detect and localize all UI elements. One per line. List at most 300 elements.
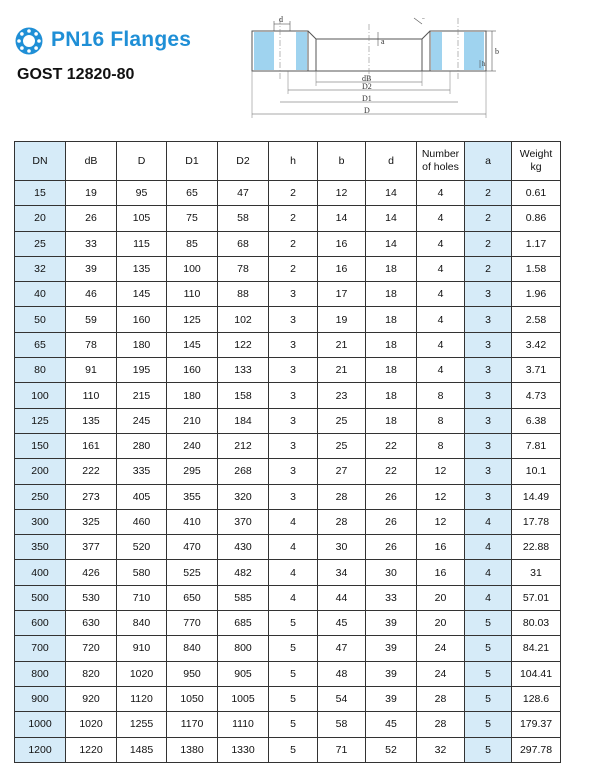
cell-d2: 800: [218, 636, 269, 661]
cell-d-outer: 580: [117, 560, 167, 585]
cell-d2: 1330: [218, 737, 269, 762]
cell-dn: 1200: [15, 737, 66, 762]
cell-weight: 1.58: [512, 256, 561, 281]
flange-cross-section-drawing: [244, 10, 506, 122]
cell-b: 71: [318, 737, 366, 762]
cell-d2: 78: [218, 256, 269, 281]
cell-d1: 240: [167, 433, 218, 458]
cell-dn: 900: [15, 686, 66, 711]
cell-dn: 250: [15, 484, 66, 509]
cell-db: 377: [66, 535, 117, 560]
cell-d2: 47: [218, 181, 269, 206]
cell-d2: 1005: [218, 686, 269, 711]
flange-logo-icon: [15, 27, 43, 55]
cell-number-of-holes: 4: [417, 231, 465, 256]
cell-d-outer: 95: [117, 181, 167, 206]
cell-d1: 525: [167, 560, 218, 585]
cell-h: 3: [269, 484, 318, 509]
cell-a: 2: [465, 231, 512, 256]
cell-weight: 57.01: [512, 585, 561, 610]
cell-h: 3: [269, 408, 318, 433]
cell-number-of-holes: 24: [417, 636, 465, 661]
cell-h: 3: [269, 459, 318, 484]
cell-db: 110: [66, 383, 117, 408]
cell-a: 5: [465, 661, 512, 686]
cell-h: 3: [269, 332, 318, 357]
table-row: [15, 206, 561, 231]
cell-d1: 470: [167, 535, 218, 560]
cell-weight: 22.88: [512, 535, 561, 560]
cell-d1: 840: [167, 636, 218, 661]
cell-d1: 160: [167, 358, 218, 383]
cell-h: 2: [269, 256, 318, 281]
cell-dn: 40: [15, 282, 66, 307]
cell-a: 3: [465, 332, 512, 357]
standard-subtitle: GOST 12820-80: [17, 66, 135, 83]
cell-d2: 905: [218, 661, 269, 686]
cell-h: 3: [269, 307, 318, 332]
cell-number-of-holes: 4: [417, 256, 465, 281]
cell-a: 5: [465, 712, 512, 737]
table-row: [15, 560, 561, 585]
header-db: dB: [66, 142, 117, 181]
cell-d-hole: 18: [366, 282, 417, 307]
cell-b: 23: [318, 383, 366, 408]
cell-weight: 80.03: [512, 611, 561, 636]
cell-d-hole: 39: [366, 661, 417, 686]
cell-number-of-holes: 12: [417, 509, 465, 534]
cell-d1: 1170: [167, 712, 218, 737]
cell-d1: 950: [167, 661, 218, 686]
table-row: [15, 433, 561, 458]
cell-d-outer: 910: [117, 636, 167, 661]
cell-number-of-holes: 12: [417, 459, 465, 484]
header-d1: D1: [167, 142, 218, 181]
cell-d1: 295: [167, 459, 218, 484]
cell-d1: 180: [167, 383, 218, 408]
cell-d-hole: 14: [366, 206, 417, 231]
cell-h: 5: [269, 661, 318, 686]
label-D2: D2: [362, 82, 372, 91]
cell-db: 26: [66, 206, 117, 231]
cell-number-of-holes: 12: [417, 484, 465, 509]
cell-weight: 84.21: [512, 636, 561, 661]
cell-db: 135: [66, 408, 117, 433]
cell-db: 426: [66, 560, 117, 585]
label-h: h: [482, 60, 486, 68]
cell-db: 161: [66, 433, 117, 458]
cell-d2: 370: [218, 509, 269, 534]
cell-h: 4: [269, 585, 318, 610]
cell-d-outer: 245: [117, 408, 167, 433]
cell-b: 44: [318, 585, 366, 610]
cell-d2: 320: [218, 484, 269, 509]
cell-number-of-holes: 8: [417, 433, 465, 458]
table-row: [15, 307, 561, 332]
cell-d2: 68: [218, 231, 269, 256]
table-row: [15, 256, 561, 281]
cell-a: 4: [465, 560, 512, 585]
cell-b: 28: [318, 484, 366, 509]
cell-weight: 2.58: [512, 307, 561, 332]
cell-d2: 212: [218, 433, 269, 458]
cell-d2: 184: [218, 408, 269, 433]
cell-d2: 102: [218, 307, 269, 332]
cell-b: 28: [318, 509, 366, 534]
cell-dn: 32: [15, 256, 66, 281]
cell-a: 3: [465, 433, 512, 458]
cell-d-hole: 45: [366, 712, 417, 737]
cell-d-outer: 1255: [117, 712, 167, 737]
cell-d-hole: 39: [366, 686, 417, 711]
cell-b: 25: [318, 433, 366, 458]
cell-d-hole: 33: [366, 585, 417, 610]
cell-h: 4: [269, 509, 318, 534]
cell-a: 5: [465, 611, 512, 636]
cell-b: 27: [318, 459, 366, 484]
cell-d2: 585: [218, 585, 269, 610]
cell-db: 59: [66, 307, 117, 332]
cell-d-outer: 160: [117, 307, 167, 332]
cell-d-hole: 39: [366, 636, 417, 661]
cell-a: 3: [465, 358, 512, 383]
cell-d1: 210: [167, 408, 218, 433]
cell-d2: 88: [218, 282, 269, 307]
cell-h: 4: [269, 560, 318, 585]
cell-dn: 65: [15, 332, 66, 357]
cell-dn: 1000: [15, 712, 66, 737]
cell-b: 16: [318, 231, 366, 256]
cell-d2: 158: [218, 383, 269, 408]
cell-dn: 50: [15, 307, 66, 332]
cell-weight: 6.38: [512, 408, 561, 433]
cell-a: 3: [465, 282, 512, 307]
cell-d2: 482: [218, 560, 269, 585]
cell-db: 720: [66, 636, 117, 661]
cell-d-hole: 18: [366, 383, 417, 408]
cell-d2: 122: [218, 332, 269, 357]
cell-a: 3: [465, 484, 512, 509]
cell-number-of-holes: 32: [417, 737, 465, 762]
cell-db: 46: [66, 282, 117, 307]
cell-d-hole: 26: [366, 484, 417, 509]
cell-weight: 3.42: [512, 332, 561, 357]
cell-d2: 1110: [218, 712, 269, 737]
cell-db: 1020: [66, 712, 117, 737]
cell-b: 30: [318, 535, 366, 560]
cell-dn: 350: [15, 535, 66, 560]
table-row: [15, 484, 561, 509]
cell-b: 16: [318, 256, 366, 281]
cell-b: 34: [318, 560, 366, 585]
cell-weight: 297.78: [512, 737, 561, 762]
cell-h: 3: [269, 282, 318, 307]
label-D1: D1: [362, 94, 372, 103]
cell-a: 2: [465, 206, 512, 231]
header-dn: DN: [15, 142, 66, 181]
cell-number-of-holes: 4: [417, 206, 465, 231]
cell-h: 5: [269, 686, 318, 711]
label-D: D: [364, 106, 370, 115]
cell-h: 3: [269, 433, 318, 458]
cell-d1: 410: [167, 509, 218, 534]
header-a: a: [465, 142, 512, 181]
cell-b: 45: [318, 611, 366, 636]
cell-d-outer: 105: [117, 206, 167, 231]
cell-b: 58: [318, 712, 366, 737]
cell-d-outer: 1020: [117, 661, 167, 686]
cell-d1: 145: [167, 332, 218, 357]
header-d-hole: d: [366, 142, 417, 181]
cell-weight: 104.41: [512, 661, 561, 686]
cell-b: 19: [318, 307, 366, 332]
cell-d2: 133: [218, 358, 269, 383]
cell-d-hole: 30: [366, 560, 417, 585]
cell-db: 222: [66, 459, 117, 484]
cell-b: 25: [318, 408, 366, 433]
table-row: [15, 231, 561, 256]
cell-d-hole: 18: [366, 408, 417, 433]
cell-dn: 600: [15, 611, 66, 636]
cell-dn: 200: [15, 459, 66, 484]
cell-a: 4: [465, 535, 512, 560]
cell-d-hole: 39: [366, 611, 417, 636]
cell-d1: 1050: [167, 686, 218, 711]
cell-number-of-holes: 28: [417, 712, 465, 737]
cell-d2: 268: [218, 459, 269, 484]
cell-d-hole: 52: [366, 737, 417, 762]
chamfer-note: ~: [422, 17, 425, 22]
label-b: b: [495, 47, 499, 56]
cell-d-hole: 14: [366, 231, 417, 256]
cell-number-of-holes: 4: [417, 282, 465, 307]
label-dB: dB: [362, 74, 372, 83]
cell-number-of-holes: 28: [417, 686, 465, 711]
cell-d-hole: 18: [366, 358, 417, 383]
cell-dn: 150: [15, 433, 66, 458]
table-row: [15, 712, 561, 737]
table-row: [15, 408, 561, 433]
cell-a: 3: [465, 383, 512, 408]
left-hole-shade: [296, 32, 307, 70]
cell-dn: 80: [15, 358, 66, 383]
table-row: [15, 509, 561, 534]
right-flange-shade: [464, 32, 484, 70]
cell-a: 2: [465, 256, 512, 281]
cell-dn: 100: [15, 383, 66, 408]
cell-weight: 17.78: [512, 509, 561, 534]
cell-d-outer: 195: [117, 358, 167, 383]
cell-db: 325: [66, 509, 117, 534]
header-d-outer: D: [117, 142, 167, 181]
cell-d-outer: 145: [117, 282, 167, 307]
cell-number-of-holes: 16: [417, 560, 465, 585]
cell-number-of-holes: 20: [417, 585, 465, 610]
cell-number-of-holes: 20: [417, 611, 465, 636]
cell-d-outer: 460: [117, 509, 167, 534]
cell-b: 47: [318, 636, 366, 661]
cell-weight: 179.37: [512, 712, 561, 737]
cell-weight: 14.49: [512, 484, 561, 509]
cell-dn: 400: [15, 560, 66, 585]
header-d2: D2: [218, 142, 269, 181]
cell-a: 2: [465, 181, 512, 206]
cell-db: 630: [66, 611, 117, 636]
cell-dn: 700: [15, 636, 66, 661]
cell-db: 920: [66, 686, 117, 711]
cell-d-outer: 520: [117, 535, 167, 560]
table-header-row: [15, 142, 561, 181]
cell-d-outer: 180: [117, 332, 167, 357]
cell-d-outer: 1120: [117, 686, 167, 711]
header-h: h: [269, 142, 318, 181]
flange-spec-table: [14, 141, 561, 763]
cell-a: 5: [465, 636, 512, 661]
cell-d-hole: 26: [366, 535, 417, 560]
table-row: [15, 358, 561, 383]
cell-d-hole: 18: [366, 332, 417, 357]
table-row: [15, 332, 561, 357]
cell-d1: 75: [167, 206, 218, 231]
right-hole-shade: [431, 32, 442, 70]
table-row: [15, 737, 561, 762]
cell-db: 820: [66, 661, 117, 686]
cell-h: 3: [269, 358, 318, 383]
cell-weight: 128.6: [512, 686, 561, 711]
cell-dn: 15: [15, 181, 66, 206]
table-row: [15, 611, 561, 636]
cell-number-of-holes: 4: [417, 307, 465, 332]
cell-a: 3: [465, 459, 512, 484]
cell-d-outer: 115: [117, 231, 167, 256]
cell-weight: 0.86: [512, 206, 561, 231]
cell-b: 54: [318, 686, 366, 711]
cell-h: 2: [269, 206, 318, 231]
cell-d-hole: 26: [366, 509, 417, 534]
cell-d-hole: 22: [366, 433, 417, 458]
label-a: a: [381, 37, 385, 46]
cell-d-hole: 22: [366, 459, 417, 484]
cell-a: 3: [465, 307, 512, 332]
cell-d1: 1380: [167, 737, 218, 762]
cell-h: 5: [269, 611, 318, 636]
cell-h: 5: [269, 737, 318, 762]
cell-h: 5: [269, 636, 318, 661]
cell-h: 5: [269, 712, 318, 737]
cell-db: 91: [66, 358, 117, 383]
cell-b: 21: [318, 332, 366, 357]
cell-a: 4: [465, 509, 512, 534]
table-row: [15, 181, 561, 206]
cell-weight: 1.96: [512, 282, 561, 307]
cell-weight: 7.81: [512, 433, 561, 458]
table-row: [15, 383, 561, 408]
cell-d-outer: 840: [117, 611, 167, 636]
cell-d-outer: 215: [117, 383, 167, 408]
cell-d1: 110: [167, 282, 218, 307]
table-body: [15, 181, 561, 763]
cell-b: 17: [318, 282, 366, 307]
cell-b: 12: [318, 181, 366, 206]
cell-d-outer: 710: [117, 585, 167, 610]
cell-d1: 355: [167, 484, 218, 509]
cell-weight: 31: [512, 560, 561, 585]
cell-number-of-holes: 16: [417, 535, 465, 560]
cell-db: 273: [66, 484, 117, 509]
cell-number-of-holes: 4: [417, 358, 465, 383]
table-row: [15, 585, 561, 610]
cell-weight: 1.17: [512, 231, 561, 256]
table-row: [15, 535, 561, 560]
cell-dn: 125: [15, 408, 66, 433]
cell-weight: 0.61: [512, 181, 561, 206]
cell-db: 530: [66, 585, 117, 610]
cell-d-hole: 18: [366, 256, 417, 281]
cell-d-outer: 135: [117, 256, 167, 281]
cell-d-outer: 405: [117, 484, 167, 509]
cell-a: 3: [465, 408, 512, 433]
cell-d1: 770: [167, 611, 218, 636]
cell-h: 3: [269, 383, 318, 408]
cell-d1: 650: [167, 585, 218, 610]
cell-d-outer: 1485: [117, 737, 167, 762]
cell-dn: 25: [15, 231, 66, 256]
cell-db: 78: [66, 332, 117, 357]
cell-number-of-holes: 4: [417, 181, 465, 206]
cell-d-outer: 280: [117, 433, 167, 458]
cell-db: 33: [66, 231, 117, 256]
table-row: [15, 636, 561, 661]
cell-a: 4: [465, 585, 512, 610]
cell-a: 5: [465, 737, 512, 762]
cell-number-of-holes: 8: [417, 383, 465, 408]
cell-number-of-holes: 24: [417, 661, 465, 686]
cell-d1: 85: [167, 231, 218, 256]
cell-h: 4: [269, 535, 318, 560]
cell-a: 5: [465, 686, 512, 711]
cell-b: 21: [318, 358, 366, 383]
page-title: PN16 Flanges: [51, 28, 192, 51]
cell-d-hole: 14: [366, 181, 417, 206]
cell-h: 2: [269, 231, 318, 256]
cell-b: 14: [318, 206, 366, 231]
cell-d1: 65: [167, 181, 218, 206]
header-number-of-holes: Number of holes: [417, 142, 465, 181]
cell-dn: 20: [15, 206, 66, 231]
cell-number-of-holes: 8: [417, 408, 465, 433]
cell-weight: 3.71: [512, 358, 561, 383]
left-flange-shade: [254, 32, 274, 70]
cell-dn: 500: [15, 585, 66, 610]
cell-weight: 4.73: [512, 383, 561, 408]
cell-b: 48: [318, 661, 366, 686]
header-b: b: [318, 142, 366, 181]
cell-d2: 430: [218, 535, 269, 560]
header-weight: Weight kg: [512, 142, 561, 181]
cell-number-of-holes: 4: [417, 332, 465, 357]
label-d: d: [279, 15, 283, 24]
cell-d1: 100: [167, 256, 218, 281]
cell-d2: 685: [218, 611, 269, 636]
table-row: [15, 661, 561, 686]
cell-db: 19: [66, 181, 117, 206]
cell-d2: 58: [218, 206, 269, 231]
cell-d-outer: 335: [117, 459, 167, 484]
cell-h: 2: [269, 181, 318, 206]
cell-d1: 125: [167, 307, 218, 332]
table-row: [15, 282, 561, 307]
table-row: [15, 686, 561, 711]
